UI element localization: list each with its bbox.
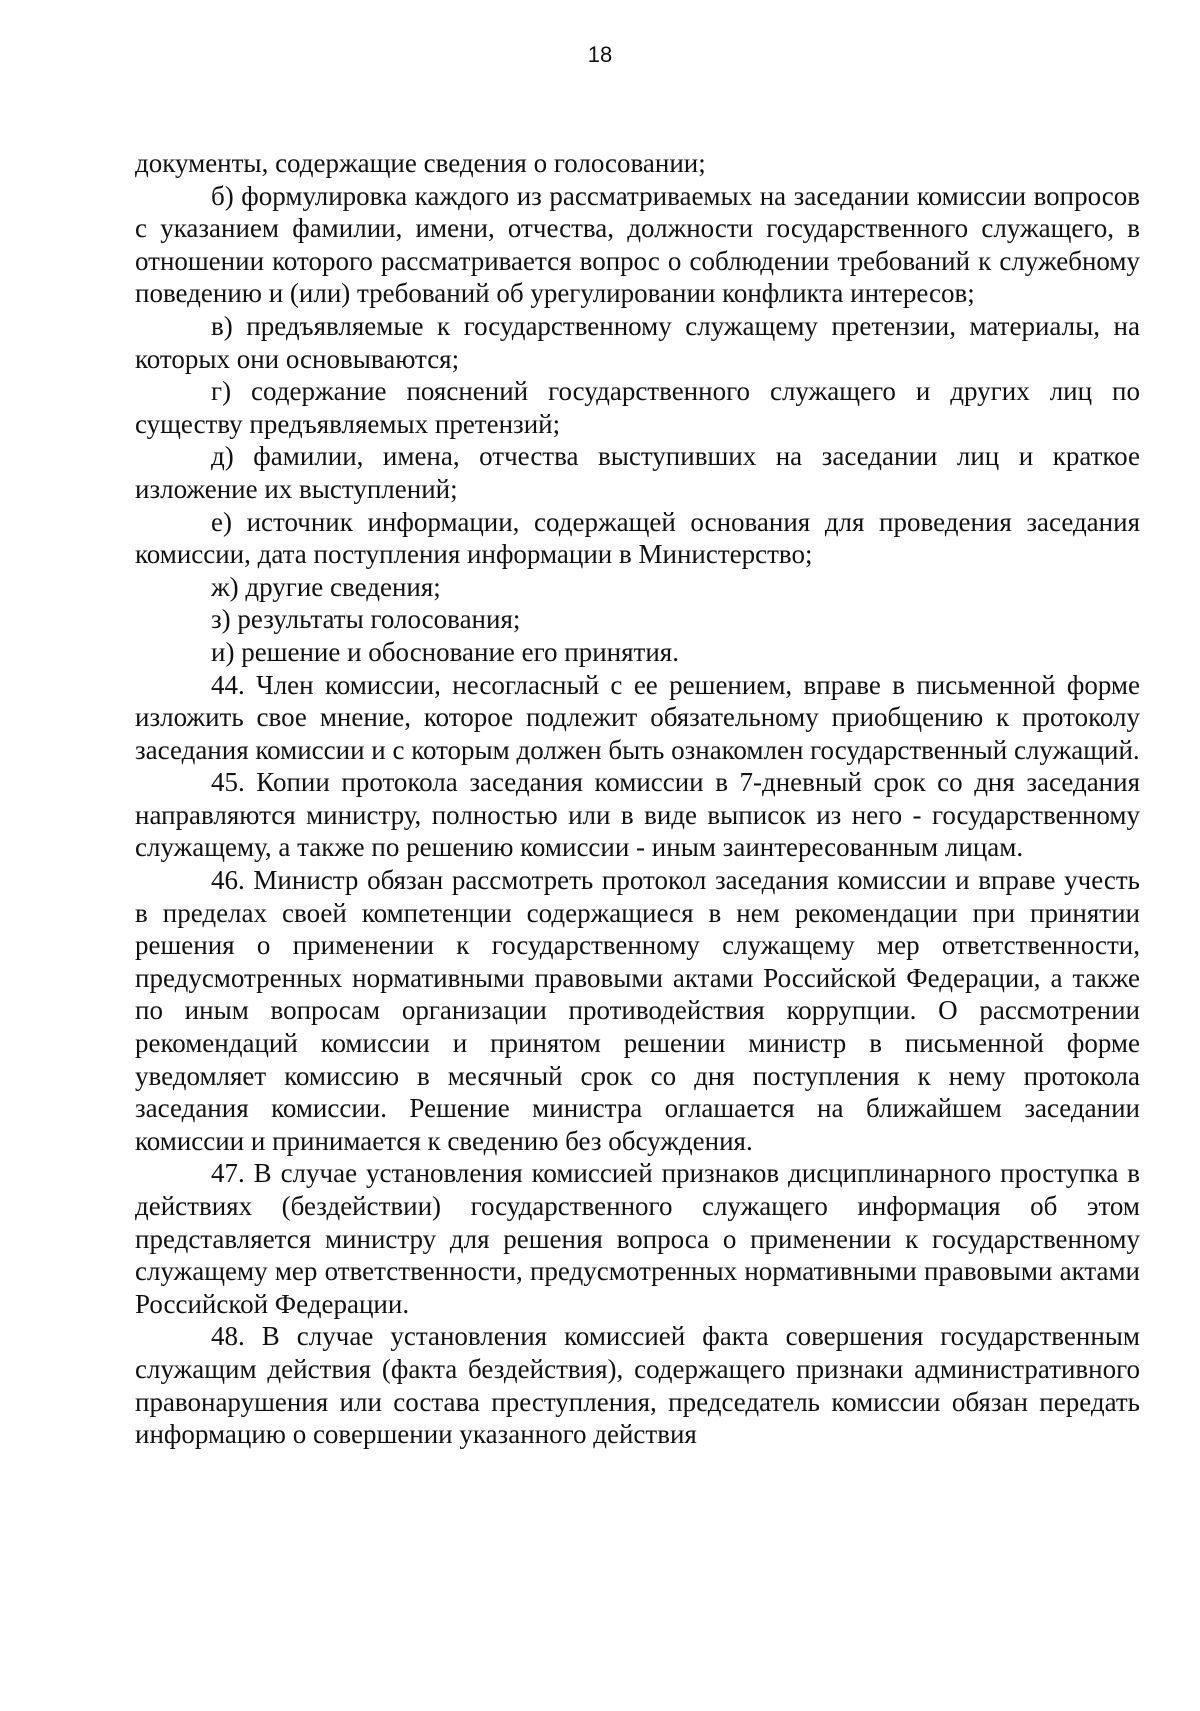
paragraph-item-i: и) решение и обоснование его принятия. [211,636,679,667]
page-number: 18 [587,42,613,67]
paragraph-45: 45. Копии протокола заседания комиссии в 7-дневный срок со дня заседания направляются министру, полностью или в виде выписок из него - государственному служащему, а также по решению комиссии - иным заинтересованным лицам. [135,767,1140,863]
paragraph-item-z: з) результаты голосования; [211,604,521,635]
paragraph-item-zh: ж) другие сведения; [211,571,441,602]
paragraph-44: 44. Член комиссии, несогласный с ее решением, вправе в письменной форме изложить свое мнение, которое подлежит обязательному приобщению к протоколу заседания комиссии и с которым должен быть ознакомлен государственный служащий. [135,669,1140,765]
paragraph-continuation: документы, содержащие сведения о голосовании; [135,148,706,178]
paragraph-item-v: в) предъявляемые к государственному служащему претензии, материалы, на которых они основываются; [135,310,1140,374]
document-body [135,147,1140,1451]
paragraph-item-g: г) содержание пояснений государственного служащего и других лиц по существу предъявляемых претензий; [135,376,1140,439]
paragraph-item-b: б) формулировка каждого из рассматриваемых на заседании комиссии вопросов с указанием фамилии, имени, отчества, должности государственного служащего, в отношении которого рассматривается вопрос о соблюдении требований к служебному поведению и (или) требований об урегулировании конфликта интересов; [135,180,1140,309]
paragraph-item-d: д) фамилии, имена, отчества выступивших на заседании лиц и краткое изложение их выступлений; [135,441,1140,504]
paragraph-47: 47. В случае установления комиссией признаков дисциплинарного проступка в действиях (бездействии) государственного служащего информация об этом представляется министру для решения вопроса о применении к государственному служащему мер ответственности, предусмотренных нормативными правовыми актами Российской Федерации. [135,1158,1140,1319]
paragraph-item-e: е) источник информации, содержащей основания для проведения заседания комиссии, дата поступления информации в Министерство; [135,506,1140,570]
paragraph-46: 46. Министр обязан рассмотреть протокол заседания комиссии и вправе учесть в пределах своей компетенции содержащиеся в нем рекомендации при принятии решения о применении к государственному служащему мер ответственности, предусмотренных нормативными правовыми актами Российской Федерации, а также по иным вопросам организации противодействия коррупции. О рассмотрении рекомендаций комиссии и принятом решении министр в письменной форме уведомляет комиссию в месячный срок со дня поступления к нему протокола заседания комиссии. Решение министра оглашается на ближайшем заседании комиссии и принимается к сведению без обсуждения. [135,865,1140,1156]
paragraph-48: 48. В случае установления комиссией факта совершения государственным служащим действия (факта бездействия), содержащего признаки административного правонарушения или состава преступления, председатель комиссии обязан передать информацию о совершении указанного действия [135,1321,1140,1450]
